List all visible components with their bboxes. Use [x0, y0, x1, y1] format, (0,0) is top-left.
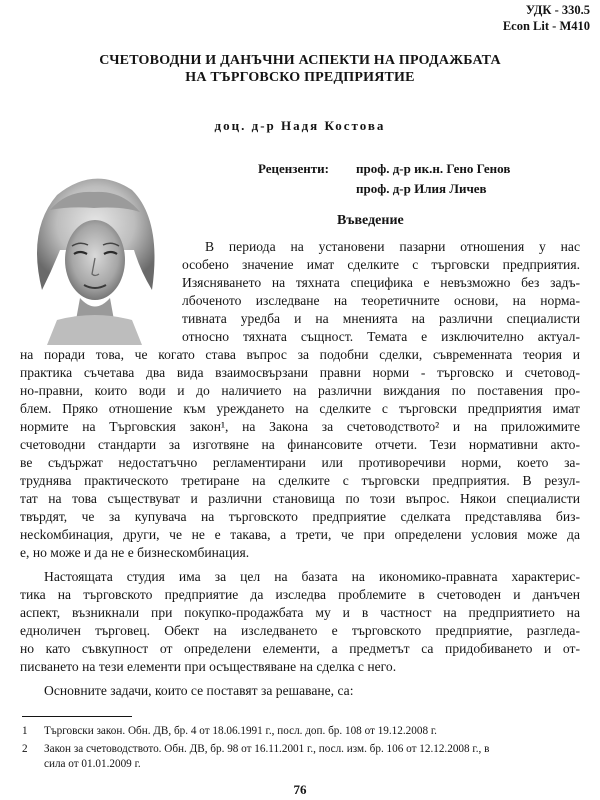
- udk-block: [503, 2, 590, 34]
- body-line: блем. Пряко отношение към уреждането на сделките с търговски предприятия имат: [20, 401, 580, 416]
- footnote-2-continuation: [44, 757, 141, 772]
- body-line: труднява практическото третиране на сделките с търговски предприятия. В резул-: [20, 473, 580, 488]
- page-number: 76: [293, 782, 307, 797]
- body-line: Основните задачи, които се поставят за решаване, са:: [44, 683, 354, 698]
- author-name: доц. д-р Надя Костова: [214, 118, 386, 133]
- body-line: е, но може и да не е бизнескомбинация.: [20, 545, 250, 560]
- body-line: тика на търговското предприятие да изследва проблемите в счетоводен и данъчен: [20, 587, 580, 602]
- title-line-1: СЧЕТОВОДНИ И ДАНЪЧНИ АСПЕКТИ НА ПРОДАЖБАТА: [99, 53, 501, 68]
- footnote-text: Закон за счетоводството. Обн. ДВ, бр. 98 от 16.11.2001 г., посл. изм. бр. 106 от 12.12.2008 г., в: [44, 743, 490, 755]
- body-line: аспект, възникнали при покупко-продажбата му и в частност на предприятието на: [20, 605, 580, 620]
- body-line: на поради това, че когато става въпрос за подобни сделки, съвременната теория и: [20, 347, 580, 362]
- body-line: но-правни, които води и до наличието на различни виждания по поставения про-: [20, 383, 580, 398]
- reviewer-1: проф. д-р ик.н. Гено Генов: [356, 161, 511, 176]
- body-line: относно тяхната същност. Темата е изключително актуал-: [182, 329, 580, 344]
- reviewers-block: [258, 159, 510, 199]
- footnote-divider: [22, 716, 132, 717]
- footnote-text: сила от 01.01.2009 г.: [44, 758, 141, 770]
- title-line-2: НА ТЪРГОВСКО ПРЕДПРИЯТИЕ: [185, 70, 415, 85]
- body-line: практика съчетава два вида взаимосвързани правни норми - търговско и счетовод-: [20, 365, 580, 380]
- body-line: нормите на Търговския закон¹, на Закона за счетоводството² и на приложимите: [20, 419, 580, 434]
- body-line: Настоящата студия има за цел на базата на икономико-правната характерис-: [44, 569, 580, 584]
- econlit-code: Econ Lit - M410: [502, 19, 590, 33]
- author-photo: [22, 170, 167, 345]
- body-line: ве съдържат недостатъчно регламентирани или противоречиви норми, което за-: [20, 455, 580, 470]
- article-title: [0, 52, 600, 86]
- footnote-2: [22, 742, 489, 757]
- footnote-1: [22, 724, 437, 739]
- section-heading: Въведение: [337, 213, 404, 228]
- body-line: тат на това съществуват и различни становища по този въпрос. Някои специалисти: [20, 491, 580, 506]
- body-line: Изясняването на тяхната специфика е невъзможно без задъ-: [182, 275, 580, 290]
- body-line: тивната уредба и на мненията на различни специалисти: [182, 311, 580, 326]
- reviewers-label: Рецензенти:: [258, 161, 329, 176]
- footnote-number: 1: [22, 725, 28, 737]
- footnote-text: Търговски закон. Обн. ДВ, бр. 4 от 18.06.1991 г., посл. доп. бр. 108 от 19.12.2008 г.: [44, 725, 437, 737]
- body-line: лбоченото изследване на теоретичните основи, на норма-: [182, 293, 580, 308]
- body-line: едноличен търговец. Обект на изследването е търговското предприятие, разгледа-: [20, 623, 580, 638]
- body-line: несkомбинация, други, че не е такава, а трети, че при определени условия може да: [20, 527, 580, 542]
- body-line: счетоводни стандарти за изготвяне на финансовите отчети. Тези нормативни акто-: [20, 437, 580, 452]
- body-line: писването на тези елементи при осъществяване на сделка с него.: [20, 659, 397, 674]
- body-line: но като съвкупност от определени елементи, а предметът са придобиването и от-: [20, 641, 580, 656]
- body-line: В периода на установени пазарни отношения у нас: [205, 239, 580, 254]
- reviewer-2: проф. д-р Илия Личев: [356, 181, 487, 196]
- footnote-number: 2: [22, 743, 28, 755]
- udk-code: УДК - 330.5: [525, 3, 590, 17]
- body-line: особено значение имат сделките с търговски предприятия.: [182, 257, 580, 272]
- body-line: твърдят, че за купувача на търговското предприятие сделката представлява биз-: [20, 509, 580, 524]
